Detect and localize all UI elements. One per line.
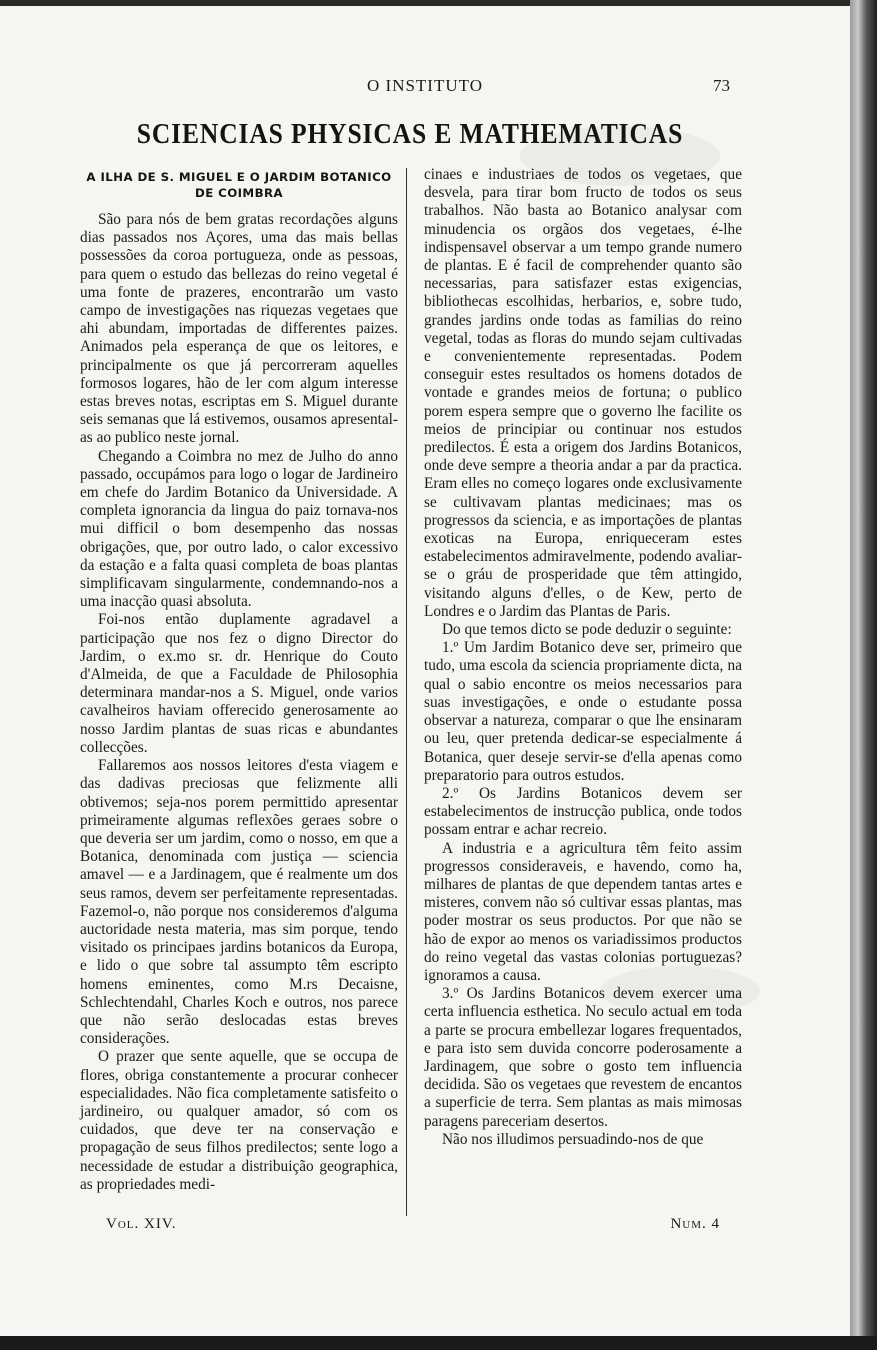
section-title: SCIENCIAS PHYSICAS E MATHEMATICAS <box>136 118 684 150</box>
paragraph: A industria e a agricultura têm feito assim progressos consideraveis, e havendo, como ha, milhares de plantas de que dependem tantas artes e misteres, convem não só cultivar essas plantas, mas poder mostrar os seus productos. Por que não se hão de expor ao menos os variadissimos productos do reino vegetal das vastas colonias portuguezas? ignoramos a causa. <box>424 839 742 984</box>
issue-number-label: Num. 4 <box>670 1216 720 1232</box>
paragraph: 1.º Um Jardim Botanico deve ser, primeiro que tudo, uma escola da sciencia propriamente dicta, na qual o sabio encontre os meios necessarios para suas investigações, e onde o estudante possa observar a natureza, comparar o que lhe ensinaram ou leu, quer pretenda dedicar-se especialmente á Botanica, quer deseje servir-se d'ella apenas como preparatorio para outros estudos. <box>424 639 742 784</box>
article-heading <box>80 169 398 201</box>
running-head <box>0 76 850 102</box>
book-spine-edge <box>850 0 877 1350</box>
page-number: 73 <box>713 76 730 95</box>
paragraph: 2.º Os Jardins Botanicos devem ser estabelecimentos de instrucção publica, onde todos possam entrar e achar recreio. <box>424 784 742 839</box>
article-title-line1: A ILHA DE S. MIGUEL E O JARDIM BOTANICO <box>86 170 392 184</box>
right-column <box>424 166 742 1149</box>
page-footer <box>0 1216 850 1236</box>
scan-bottom-edge <box>0 1336 877 1350</box>
journal-page <box>0 6 850 1336</box>
paragraph: Do que temos dicto se pode deduzir o seguinte: <box>442 621 732 639</box>
paragraph: São para nós de bem gratas recordações alguns dias passados nos Açores, uma das mais bellas possessões da coroa portugueza, onde as pessoas, para quem o estudo das bellezas do reino vegetal é uma fonte de prazeres, encontrarão um vasto campo de investigações nas riquezas vegetaes que ahi abundam, importadas de differentes paizes. Animados pela esperança de que os leitores, e principalmente os que já percorreram aquelles formosos logares, hão de ler com algum interesse estas breves notas, escriptas em S. Miguel durante seis semanas que lá estivemos, ousamos apresental-as ao publico neste jornal. <box>80 211 398 447</box>
paragraph: 3.º Os Jardins Botanicos devem exercer uma certa influencia esthetica. No seculo actual em toda a parte se procura embellezar logares frequentados, e para isto sem duvida concorre poderosamente a Jardinagem, que sobre o gosto tem influencia decidida. São os vegetaes que revestem de encantos a superficie de terra. Sem plantas as mais mimosas paragens pareceriam desertos. <box>424 985 742 1130</box>
paragraph: cinaes e industriaes de todos os vegetaes, que desvela, para tirar bom fructo de todos os seus trabalhos. Não basta ao Botanico analysar com minudencia os orgãos dos vegetaes, é-lhe indispensavel observar a um tempo grande numero de plantas. E é facil de comprehender quanto são necessarias, para satisfazer estas exigencias, bibliothecas escolhidas, herbarios, e, sobre tudo, grandes jardins onde todas as familias do reino vegetal, todas as floras do mundo sejam cultivadas e convenientemente representadas. Podem conseguir estes resultados os homens dotados de vontade e grandes meios de fortuna; o publico porem espera sempre que o governo lhe facilite os meios de principiar ou continuar nos estudos predilectos. É esta a origem dos Jardins Botanicos, onde deve sempre a theoria andar a par da practica. Eram elles no começo logares onde exclusivamente se cultivavam plantas medicinaes; mas os progressos da sciencia, e as importações de plantas exoticas na Europa, enriqueceram estes estabelecimentos admiravelmente, podendo avaliar-se o gráu de prosperidade que têm attingido, visitando alguns d'elles, o de Kew, perto de Londres e o Jardim das Plantas de Paris. <box>424 166 742 620</box>
left-column <box>80 166 398 1194</box>
paragraph: O prazer que sente aquelle, que se occupa de flores, obriga constantemente a procurar conhecer especialidades. Não fica completamente satisfeito o jardineiro, ou qualquer amador, só com os cuidados, que deve ter na conservação e propagação de seus filhos predilectos; sente logo a necessidade de estudar a distribuição geographica, as propriedades medi- <box>80 1048 398 1193</box>
paragraph: Fallaremos aos nossos leitores d'esta viagem e das dadivas preciosas que felizmente alli obtivemos; seja-nos porem permittido apresentar primeiramente algumas reflexões geraes sobre o que deveria ser um jardim, como o nosso, em que a Botanica, denominada com justiça — sciencia amavel — e a Jardinagem, que é realmente um dos seus ramos, devem ser perfeitamente representadas. Fazemol-o, não porque nos consideremos d'alguma auctoridade nesta materia, mas sim porque, tendo visitado os principaes jardins botanicos da Europa, e lido o que sobre tal assumpto têm escripto homens eminentes, como M.rs Decaisne, Schlechtendahl, Charles Koch e outros, nos parece que não serão deslocadas estas breves considerações. <box>80 757 398 1048</box>
column-divider <box>406 168 407 1216</box>
paragraph: Chegando a Coimbra no mez de Julho do anno passado, occupámos para logo o logar de Jardineiro em chefe do Jardim Botanico da Universidade. A completa ignorancia da lingua do paiz tornava-nos mui difficil o bom desempenho das nossas obrigações, que, por outro lado, o calor excessivo da estação e a falta quasi completa de boas plantas simplificavam singularmente, condemnando-nos a uma inacção quasi absoluta. <box>80 447 398 611</box>
paragraph: Não nos illudimos persuadindo-nos de que <box>442 1130 704 1148</box>
volume-label: Vol. XIV. <box>106 1216 177 1232</box>
paragraph: Foi-nos então duplamente agradavel a participação que nos fez o digno Director do Jardim, o ex.mo sr. dr. Henrique do Couto d'Almeida, de que a Faculdade de Philosophia determinara mandar-nos a S. Miguel, onde varios cavalheiros haviam offerecido generosamente ao nosso Jardim plantas de suas ricas e abundantes collecções. <box>80 611 398 756</box>
article-title-line2: DE COIMBRA <box>195 186 283 200</box>
running-title: O INSTITUTO <box>367 76 483 95</box>
